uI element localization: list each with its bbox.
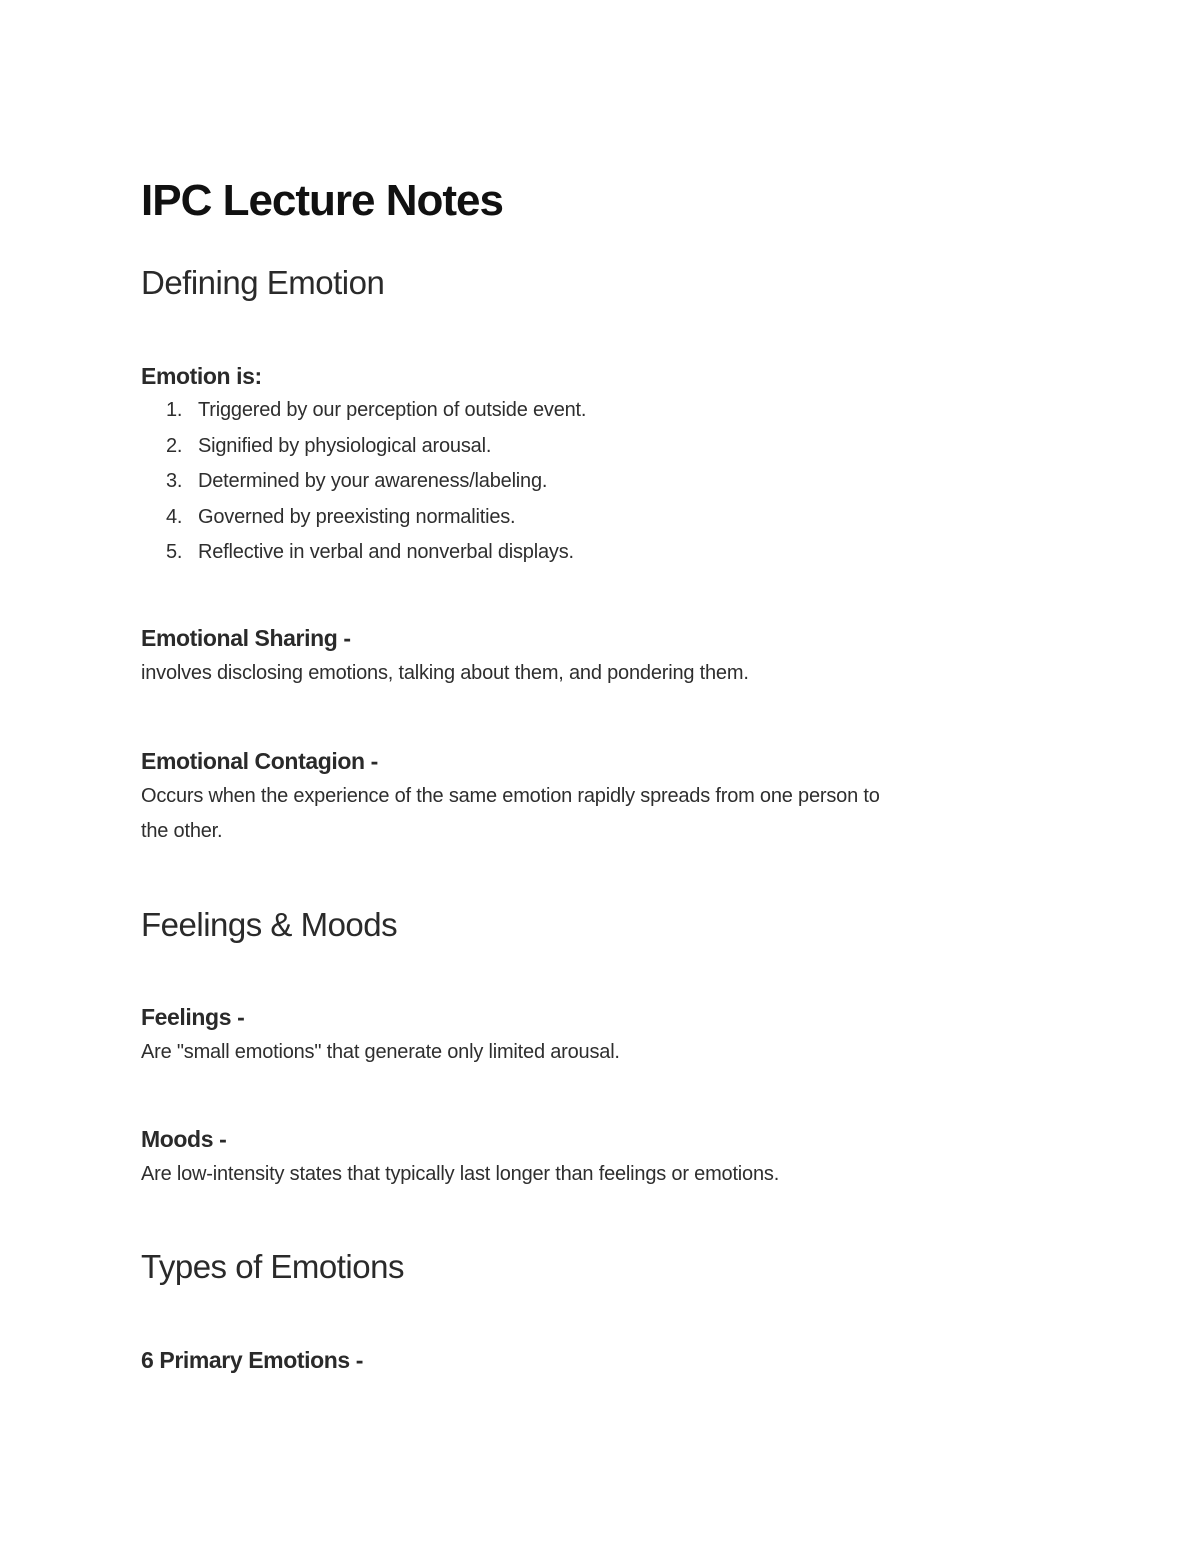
term-moods: Moods - <box>141 1126 227 1152</box>
list-item <box>141 464 586 500</box>
list-item <box>141 429 586 465</box>
definition-moods: Are low-intensity states that typically last longer than feelings or emotions. <box>141 1163 780 1185</box>
definition-emotional-contagion-line-2: the other. <box>141 820 223 842</box>
list-item <box>141 500 586 536</box>
term-emotional-contagion: Emotional Contagion - <box>141 748 378 774</box>
list-item-number: 1. <box>166 399 183 421</box>
document-title: IPC Lecture Notes <box>141 176 503 225</box>
term-emotional-sharing: Emotional Sharing - <box>141 625 351 651</box>
definition-feelings: Are "small emotions" that generate only limited arousal. <box>141 1041 620 1063</box>
section-heading-defining-emotion: Defining Emotion <box>141 264 385 301</box>
definition-emotional-sharing: involves disclosing emotions, talking about them, and pondering them. <box>141 662 749 684</box>
list-item-number: 4. <box>166 505 183 528</box>
list-item-number: 3. <box>166 470 183 492</box>
emotion-is-label: Emotion is: <box>141 363 262 389</box>
term-feelings: Feelings - <box>141 1004 245 1030</box>
emotion-characteristics-list <box>141 393 586 571</box>
list-item <box>141 393 586 429</box>
list-item-text: Determined by your awareness/labeling. <box>198 470 548 492</box>
list-item-text: Signified by physiological arousal. <box>198 434 492 457</box>
list-item-number: 2. <box>166 434 183 457</box>
list-item <box>141 535 586 571</box>
section-heading-feelings-moods: Feelings & Moods <box>141 906 398 943</box>
list-item-number: 5. <box>166 541 183 563</box>
list-item-text: Governed by preexisting normalities. <box>198 505 516 528</box>
list-item-text: Triggered by our perception of outside event. <box>198 399 587 421</box>
list-item-text: Reflective in verbal and nonverbal displays. <box>198 541 574 563</box>
term-primary-emotions: 6 Primary Emotions - <box>141 1347 364 1373</box>
section-heading-types-of-emotions: Types of Emotions <box>141 1248 404 1285</box>
definition-emotional-contagion-line-1: Occurs when the experience of the same emotion rapidly spreads from one person to <box>141 785 880 807</box>
